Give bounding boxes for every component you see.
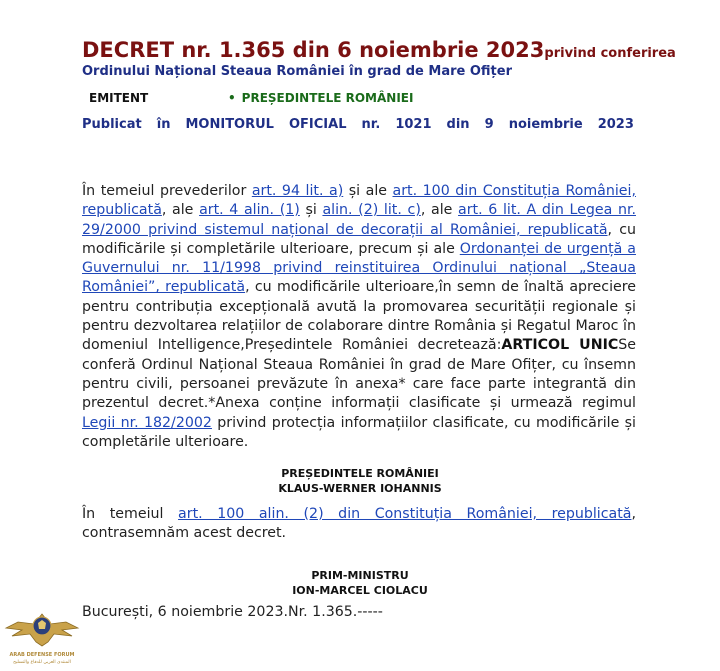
published-word: din: [446, 117, 470, 132]
forum-watermark-logo: [4, 606, 80, 668]
link-art-4-alin-1[interactable]: art. 4 alin. (1): [199, 202, 300, 219]
decree-subtitle: Ordinului Național Steaua României în grad de Mare Ofițer: [82, 64, 512, 79]
watermark-subtitle: المنتدى العربي للدفاع والتسليح: [13, 660, 71, 665]
publication-line: [82, 117, 634, 132]
link-art-94[interactable]: art. 94 lit. a): [251, 183, 344, 199]
prime-minister-signature: [0, 568, 720, 598]
published-word: 2023: [597, 117, 634, 132]
body-text: Se conferă Ordinul Național Steaua României în grad de Mare Ofițer, cu însemn pentru civili, persoanei prevăzute în anexa* care face parte integrantă din prezentul decret.*Anexa conține informații clasificate și urmează regimul: [82, 337, 636, 412]
body-text: , ale: [161, 202, 200, 219]
signature-role: PRIM-MINISTRU: [311, 569, 409, 582]
decree-body: [82, 182, 636, 452]
countersign-paragraph: [82, 505, 636, 544]
signature-role: PREȘEDINTELE ROMÂNIEI: [281, 467, 439, 480]
published-word: 9: [484, 117, 494, 132]
published-word: 1021: [395, 117, 432, 132]
body-text: , cu modificările ulterioare,în semn de înaltă apreciere pentru contribuția excepțională avută la promovarea securității regionale și pentru dezvoltarea relațiilor de colaborare dintre România și Regatul Maroc în domeniul Intelligence,Președintele României decretează:: [82, 279, 636, 354]
president-signature: [0, 466, 720, 496]
emitent-label: EMITENT: [89, 91, 149, 105]
link-law-29-2000[interactable]: art. 6 lit. A din Legea nr. 29/2000 privind sistemul național de decorații al României, republicată: [82, 202, 636, 238]
link-alin-2-lit-c[interactable]: alin. (2) lit. c): [322, 202, 421, 219]
link-ordinance-11-1998[interactable]: Ordonanței de urgență a Guvernului nr. 11/1998 privind reinstituirea Ordinului național „Steaua României”, republicată: [82, 240, 636, 296]
article-unique-label: ARTICOL UNIC: [501, 337, 619, 354]
decree-title-main: DECRET nr. 1.365 din 6 noiembrie 2023: [82, 38, 545, 62]
place-date-number: București, 6 noiembrie 2023.Nr. 1.365.-----: [82, 604, 383, 620]
body-text: În temeiul prevederilor: [82, 183, 252, 199]
link-art-100-alin-2[interactable]: art. 100 alin. (2) din Constituția României, republicată: [178, 506, 632, 522]
eagle-emblem-icon: [4, 606, 80, 652]
published-word: OFICIAL: [289, 117, 347, 132]
body-text: și: [299, 202, 323, 219]
published-word: noiembrie: [508, 117, 583, 132]
published-word: MONITORUL: [185, 117, 274, 132]
body-text: privind protecția informațiilor clasificate, cu modificările și completările ulterioare.: [82, 414, 636, 450]
published-word: în: [156, 117, 171, 132]
link-art-100-constitution[interactable]: art. 100 din Constituția României, republicată: [82, 183, 636, 219]
signature-name: ION-MARCEL CIOLACU: [292, 584, 428, 597]
link-law-182-2002[interactable]: Legii nr. 182/2002: [82, 414, 212, 431]
decree-title: [82, 38, 676, 62]
countersign-text: , contrasemnăm acest decret.: [82, 506, 636, 542]
signature-name: KLAUS-WERNER IOHANNIS: [278, 482, 442, 495]
emitent-value: [228, 91, 413, 105]
published-word: Publicat: [82, 117, 142, 132]
published-word: nr.: [361, 117, 381, 132]
body-text: și ale: [343, 183, 393, 199]
body-text: , ale: [420, 202, 459, 219]
body-text: , cu modificările și completările ulterioare, precum și ale: [82, 221, 636, 257]
emitent-value-text: PREȘEDINTELE ROMÂNIEI: [241, 91, 414, 105]
bullet-icon: •: [228, 91, 236, 105]
countersign-text: În temeiul: [82, 506, 179, 522]
decree-title-tail: privind conferirea: [544, 46, 676, 61]
watermark-title: ARAB DEFENSE FORUM: [9, 652, 75, 658]
